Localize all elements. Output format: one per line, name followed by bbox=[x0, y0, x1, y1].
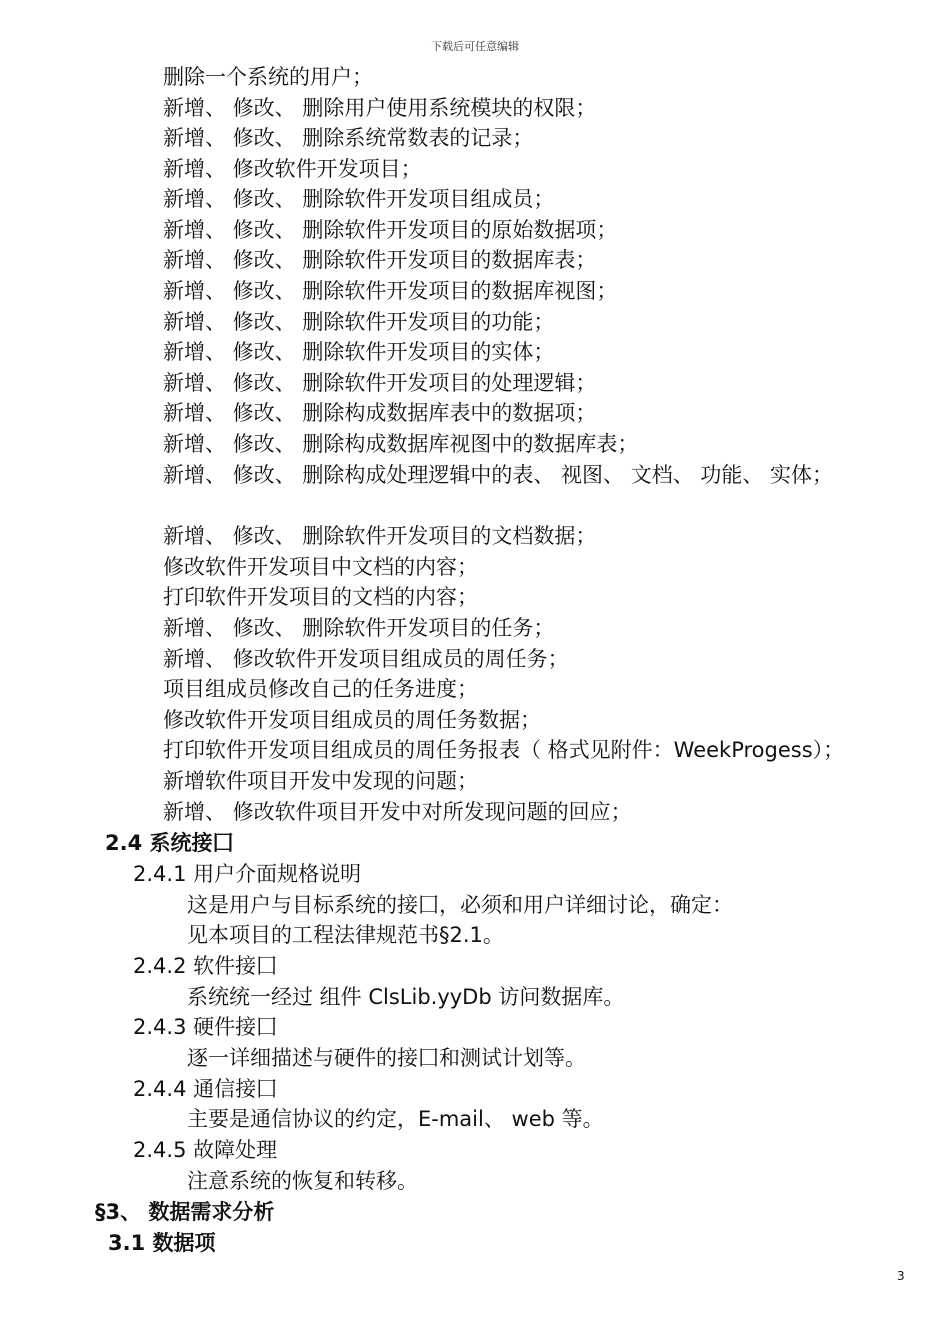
list-item: 新增、 修改、 删除系统常数表的记录； bbox=[163, 126, 534, 150]
paragraph: 注意系统的恢复和转移。 bbox=[187, 1169, 418, 1193]
list-item: 新增、 修改、 删除软件开发项目组成员； bbox=[163, 187, 555, 211]
list-item: 打印软件开发项目的文档的内容； bbox=[163, 585, 478, 609]
page-header: 下载后可任意编辑 bbox=[431, 40, 519, 53]
list-item: 新增、 修改、 删除软件开发项目的文档数据； bbox=[163, 524, 597, 548]
list-item: 修改软件开发项目组成员的周任务数据； bbox=[163, 708, 541, 732]
list-item: 新增、 修改软件项目开发中对所发现问题的回应； bbox=[163, 800, 632, 824]
chapter-heading: §3、 数据需求分析 bbox=[95, 1200, 275, 1224]
list-item: 打印软件开发项目组成员的周任务报表（ 格式见附件：WeekProgess）； bbox=[163, 738, 845, 762]
paragraph: 主要是通信协议的约定，E-mail、 web 等。 bbox=[187, 1107, 604, 1131]
section-heading: 2.4 系统接囗 bbox=[105, 831, 234, 855]
list-item: 新增、 修改、 删除软件开发项目的处理逻辑； bbox=[163, 371, 597, 395]
list-item: 修改软件开发项目中文档的内容； bbox=[163, 555, 478, 579]
list-item: 新增、 修改、 删除用户使用系统模块的权限； bbox=[163, 96, 597, 120]
subsection-heading: 2.4.5 故障处理 bbox=[133, 1138, 278, 1162]
subsection-heading: 2.4.2 软件接囗 bbox=[133, 954, 278, 978]
list-item: 新增、 修改、 删除软件开发项目的任务； bbox=[163, 616, 555, 640]
paragraph: 见本项目的工程法律规范书§2.1。 bbox=[187, 923, 504, 947]
paragraph: 这是用户与目标系统的接囗，必须和用户详细讨论，确定： bbox=[187, 893, 733, 917]
paragraph: 逐一详细描述与硬件的接囗和测试计划等。 bbox=[187, 1046, 586, 1070]
subsection-heading: 2.4.1 用户介面规格说明 bbox=[133, 862, 362, 886]
list-item: 新增、 修改、 删除构成处理逻辑中的表、 视图、 文档、 功能、 实体； bbox=[163, 463, 834, 487]
subsection-heading: 2.4.4 通信接囗 bbox=[133, 1077, 278, 1101]
subsection-heading: 2.4.3 硬件接囗 bbox=[133, 1015, 278, 1039]
section-heading: 3.1 数据项 bbox=[108, 1231, 216, 1255]
list-item: 新增、 修改、 删除软件开发项目的数据库视图； bbox=[163, 279, 618, 303]
list-item: 新增软件项目开发中发现的问题； bbox=[163, 769, 478, 793]
list-item: 新增、 修改软件开发项目； bbox=[163, 157, 422, 181]
list-item: 项目组成员修改自己的任务进度； bbox=[163, 677, 478, 701]
list-item: 新增、 修改、 删除软件开发项目的数据库表； bbox=[163, 248, 597, 272]
list-item: 新增、 修改、 删除软件开发项目的原始数据项； bbox=[163, 218, 618, 242]
list-item: 新增、 修改、 删除软件开发项目的实体； bbox=[163, 340, 555, 364]
paragraph: 系统统一经过 组件 ClsLib.yyDb 访问数据库。 bbox=[187, 985, 625, 1009]
list-item: 新增、 修改、 删除构成数据库视图中的数据库表； bbox=[163, 432, 639, 456]
list-item: 新增、 修改、 删除构成数据库表中的数据项； bbox=[163, 401, 597, 425]
page-number: 3 bbox=[897, 1269, 905, 1283]
list-item: 新增、 修改软件开发项目组成员的周任务； bbox=[163, 647, 569, 671]
list-item: 新增、 修改、 删除软件开发项目的功能； bbox=[163, 310, 555, 334]
list-item: 删除一个系统的用户； bbox=[163, 65, 373, 89]
